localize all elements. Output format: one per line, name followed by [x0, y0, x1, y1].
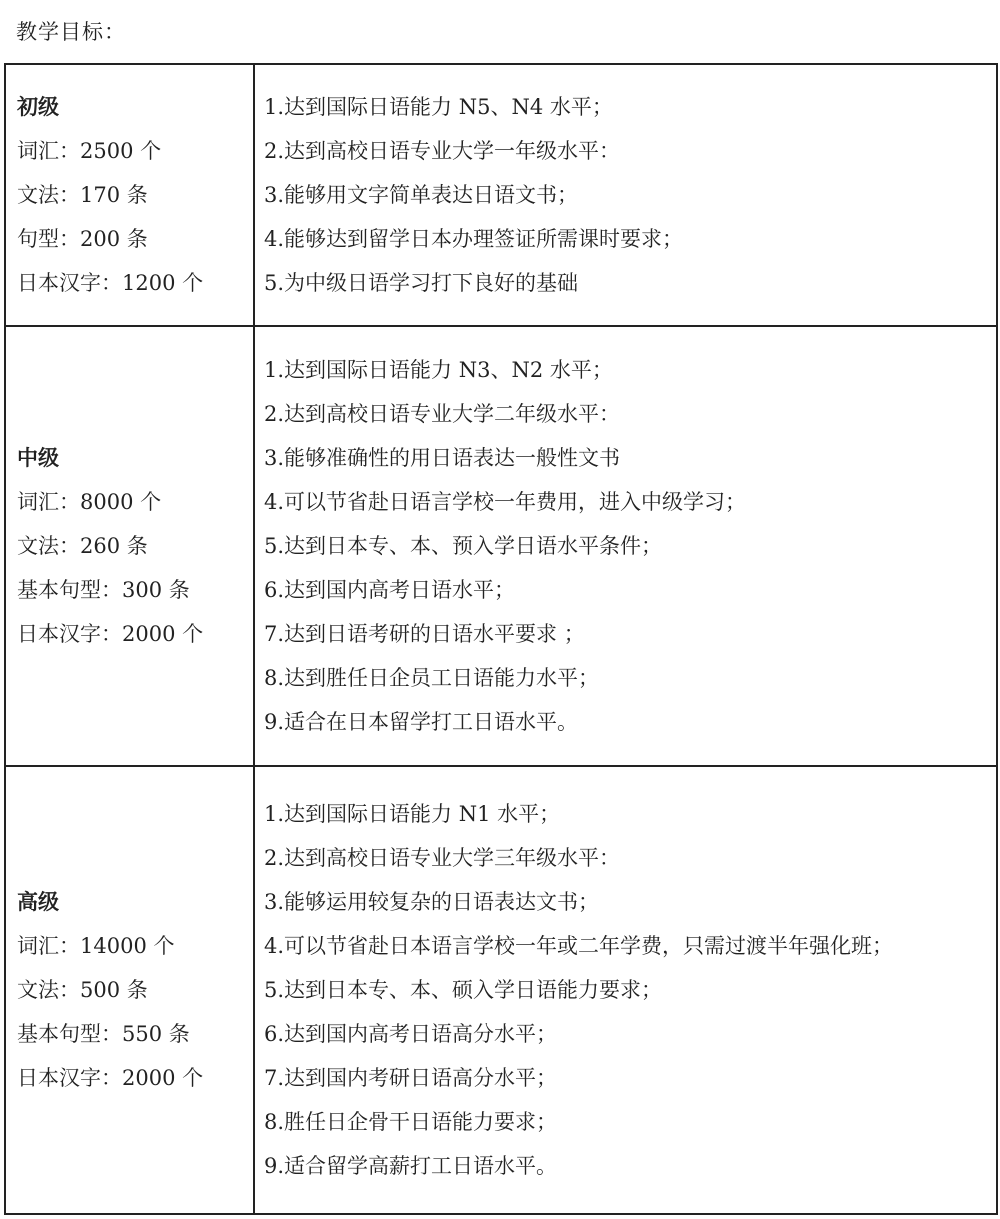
goal-item: 9.适合留学高薪打工日语水平。: [264, 1154, 558, 1178]
level-summary-cell: [5, 326, 254, 766]
goal-item: 1.达到国际日语能力 N5、N4 水平；: [264, 95, 613, 119]
grammar-count: 文法：170 条: [17, 183, 148, 207]
level-goals-cell: [254, 766, 997, 1214]
table-row-advanced: [5, 766, 997, 1214]
goal-item: 2.达到高校日语专业大学一年级水平：: [264, 139, 621, 163]
vocab-count: 词汇：2500 个: [17, 139, 162, 163]
level-title: 中级: [17, 446, 59, 470]
goal-item: 8.胜任日企骨干日语能力要求；: [264, 1110, 558, 1134]
vocab-count: 词汇：14000 个: [17, 934, 175, 958]
goal-item: 7.达到日语考研的日语水平要求 ；: [264, 622, 585, 646]
level-summary-cell: [5, 64, 254, 326]
goal-item: 6.达到国内高考日语高分水平；: [264, 1022, 558, 1046]
grammar-count: 文法：260 条: [17, 534, 148, 558]
goal-item: 4.可以节省赴日语言学校一年费用，进入中级学习；: [264, 490, 747, 514]
goal-item: 9.适合在日本留学打工日语水平。: [264, 710, 579, 734]
teaching-goals-table: [4, 63, 998, 1215]
goal-item: 3.能够用文字简单表达日语文书；: [264, 183, 579, 207]
goal-item: 5.达到日本专、本、预入学日语水平条件；: [264, 534, 663, 558]
level-title: 高级: [17, 890, 59, 914]
vocab-count: 词汇：8000 个: [17, 490, 162, 514]
goal-item: 4.可以节省赴日本语言学校一年或二年学费，只需过渡半年强化班；: [264, 934, 894, 958]
goal-item: 2.达到高校日语专业大学三年级水平：: [264, 846, 621, 870]
goal-item: 3.能够准确性的用日语表达一般性文书: [264, 446, 621, 470]
goal-item: 5.为中级日语学习打下良好的基础: [264, 271, 579, 295]
goal-item: 6.达到国内高考日语水平；: [264, 578, 516, 602]
sentence-pattern-count: 句型：200 条: [17, 227, 148, 251]
page-heading: 教学目标：: [16, 20, 126, 44]
level-title: 初级: [17, 95, 59, 119]
level-goals-cell: [254, 64, 997, 326]
goal-item: 3.能够运用较复杂的日语表达文书；: [264, 890, 600, 914]
goal-item: 1.达到国际日语能力 N1 水平；: [264, 802, 561, 826]
level-summary-cell: [5, 766, 254, 1214]
sentence-pattern-count: 基本句型：550 条: [17, 1022, 190, 1046]
grammar-count: 文法：500 条: [17, 978, 148, 1002]
sentence-pattern-count: 基本句型：300 条: [17, 578, 190, 602]
level-goals-cell: [254, 326, 997, 766]
goal-item: 2.达到高校日语专业大学二年级水平：: [264, 402, 621, 426]
goal-item: 4.能够达到留学日本办理签证所需课时要求；: [264, 227, 684, 251]
table-row-intermediate: [5, 326, 997, 766]
kanji-count: 日本汉字：2000 个: [17, 1066, 204, 1090]
goal-item: 7.达到国内考研日语高分水平；: [264, 1066, 558, 1090]
goal-item: 8.达到胜任日企员工日语能力水平；: [264, 666, 600, 690]
goal-item: 5.达到日本专、本、硕入学日语能力要求；: [264, 978, 663, 1002]
kanji-count: 日本汉字：2000 个: [17, 622, 204, 646]
table-row-beginner: [5, 64, 997, 326]
kanji-count: 日本汉字：1200 个: [17, 271, 204, 295]
goal-item: 1.达到国际日语能力 N3、N2 水平；: [264, 358, 613, 382]
